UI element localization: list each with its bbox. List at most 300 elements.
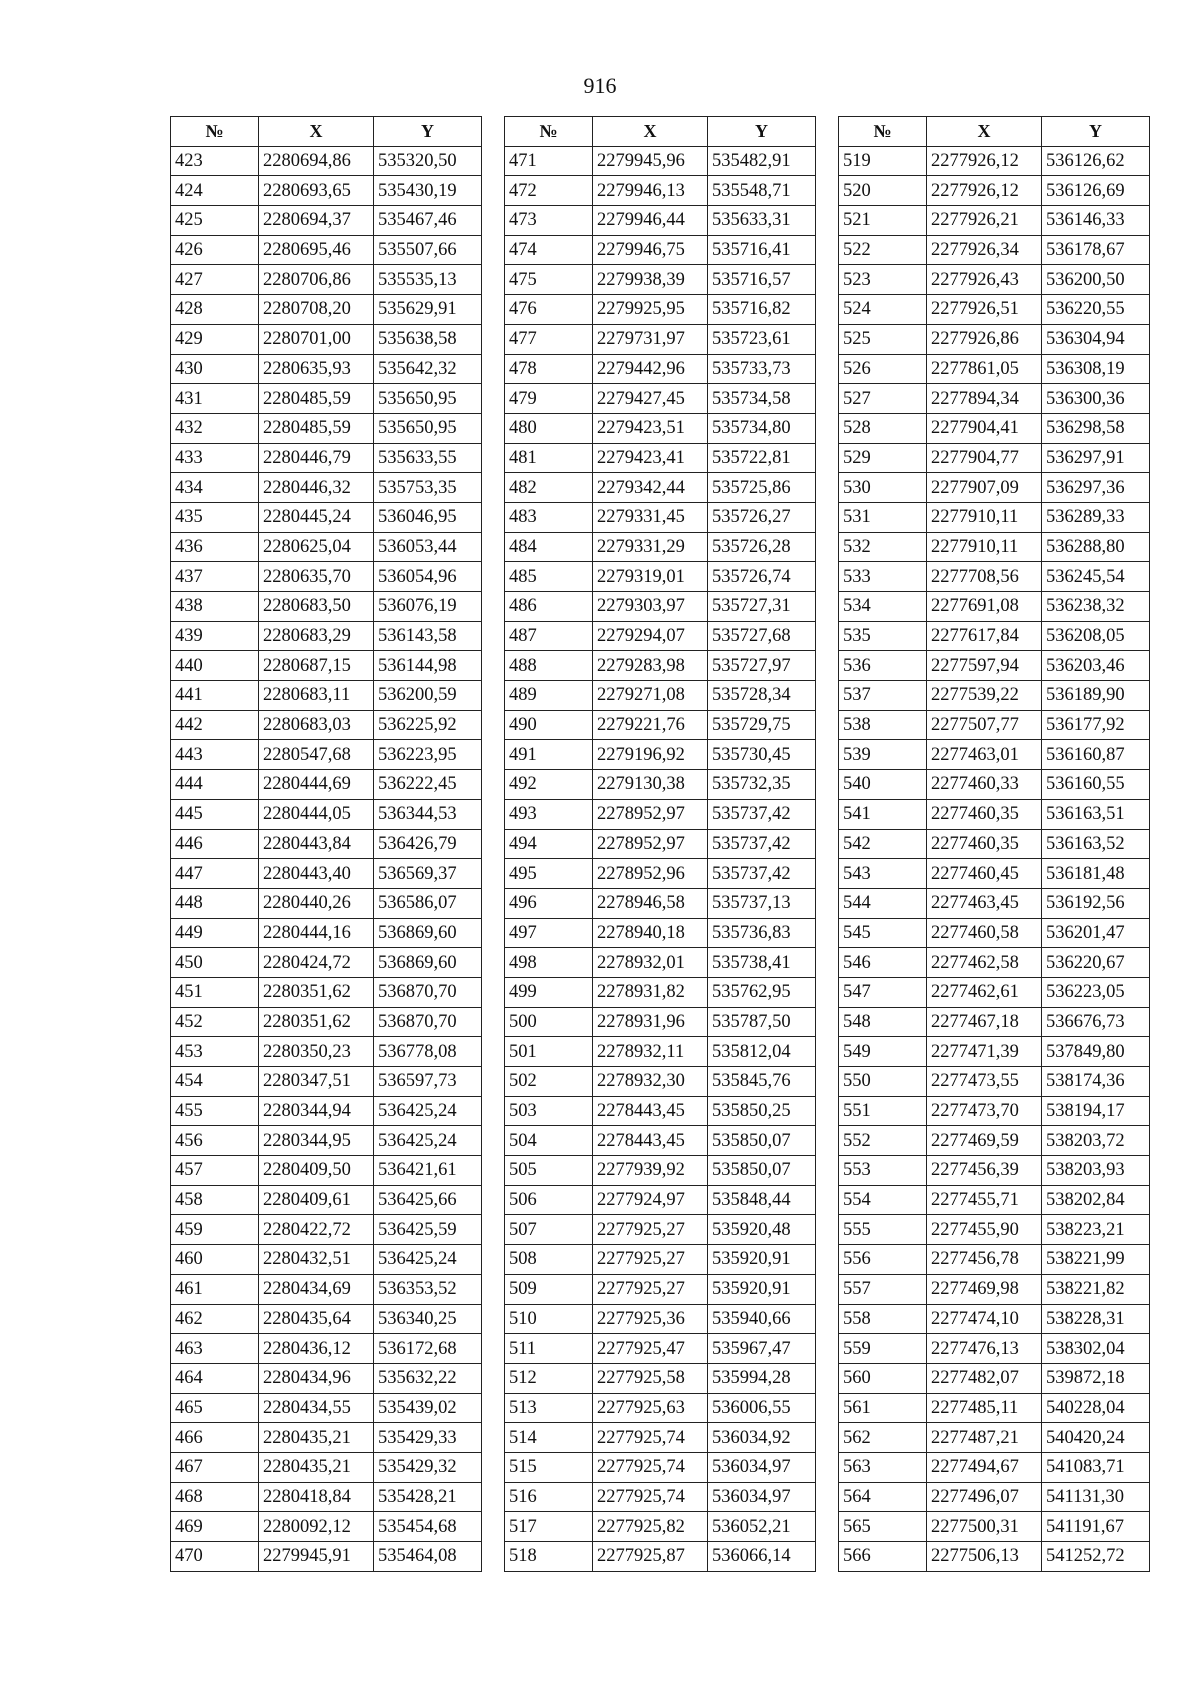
cell-y: 536172,68 — [374, 1334, 482, 1364]
cell-x: 2277894,34 — [927, 384, 1042, 414]
cell-y: 535920,48 — [708, 1215, 816, 1245]
table-row — [839, 1452, 1150, 1482]
table-row — [505, 384, 816, 414]
cell-number: 532 — [839, 532, 927, 562]
table-row — [505, 829, 816, 859]
cell-number: 465 — [171, 1393, 259, 1423]
table-row — [505, 1334, 816, 1364]
cell-y: 536298,58 — [1042, 413, 1150, 443]
cell-y: 536344,53 — [374, 799, 482, 829]
cell-y: 541252,72 — [1042, 1542, 1150, 1572]
cell-y: 536053,44 — [374, 532, 482, 562]
cell-number: 561 — [839, 1393, 927, 1423]
cell-y: 535753,35 — [374, 473, 482, 503]
cell-y: 535738,41 — [708, 948, 816, 978]
cell-number: 467 — [171, 1452, 259, 1482]
cell-number: 503 — [505, 1096, 593, 1126]
cell-y: 536034,97 — [708, 1482, 816, 1512]
cell-number: 557 — [839, 1274, 927, 1304]
cell-y: 536006,55 — [708, 1393, 816, 1423]
cell-number: 510 — [505, 1304, 593, 1334]
table-row — [505, 562, 816, 592]
cell-number: 560 — [839, 1363, 927, 1393]
table-row — [839, 146, 1150, 176]
cell-number: 516 — [505, 1482, 593, 1512]
cell-x: 2279945,91 — [259, 1542, 374, 1572]
cell-y: 535730,45 — [708, 740, 816, 770]
cell-number: 530 — [839, 473, 927, 503]
table-row — [505, 918, 816, 948]
cell-y: 538202,84 — [1042, 1185, 1150, 1215]
cell-y: 536046,95 — [374, 502, 482, 532]
table-row — [505, 1245, 816, 1275]
cell-number: 470 — [171, 1542, 259, 1572]
cell-number: 565 — [839, 1512, 927, 1542]
cell-y: 536178,67 — [1042, 235, 1150, 265]
header-y: Y — [374, 117, 482, 147]
cell-y: 535650,95 — [374, 384, 482, 414]
cell-y: 538203,72 — [1042, 1126, 1150, 1156]
cell-number: 485 — [505, 562, 593, 592]
table-header-row — [171, 117, 482, 147]
cell-x: 2277861,05 — [927, 354, 1042, 384]
cell-y: 536163,52 — [1042, 829, 1150, 859]
cell-x: 2279303,97 — [593, 592, 708, 622]
cell-y: 535428,21 — [374, 1482, 482, 1512]
cell-number: 457 — [171, 1156, 259, 1186]
table-row — [505, 1274, 816, 1304]
table-row — [505, 740, 816, 770]
cell-number: 535 — [839, 621, 927, 651]
table-row — [505, 592, 816, 622]
cell-x: 2279196,92 — [593, 740, 708, 770]
cell-x: 2277482,07 — [927, 1363, 1042, 1393]
table-row — [839, 295, 1150, 325]
cell-x: 2277925,36 — [593, 1304, 708, 1334]
cell-x: 2277939,92 — [593, 1156, 708, 1186]
table-row — [839, 1245, 1150, 1275]
cell-x: 2277476,13 — [927, 1334, 1042, 1364]
cell-x: 2277455,90 — [927, 1215, 1042, 1245]
cell-y: 541131,30 — [1042, 1482, 1150, 1512]
cell-number: 547 — [839, 977, 927, 1007]
cell-y: 536034,92 — [708, 1423, 816, 1453]
table-row — [839, 354, 1150, 384]
cell-number: 436 — [171, 532, 259, 562]
cell-x: 2277926,21 — [927, 206, 1042, 236]
cell-number: 540 — [839, 770, 927, 800]
cell-number: 463 — [171, 1334, 259, 1364]
table-row — [839, 502, 1150, 532]
cell-y: 535920,91 — [708, 1274, 816, 1304]
table-row — [171, 295, 482, 325]
cell-y: 535650,95 — [374, 413, 482, 443]
cell-number: 526 — [839, 354, 927, 384]
cell-number: 498 — [505, 948, 593, 978]
cell-y: 536160,55 — [1042, 770, 1150, 800]
cell-x: 2280635,93 — [259, 354, 374, 384]
cell-y: 535734,58 — [708, 384, 816, 414]
cell-y: 535726,74 — [708, 562, 816, 592]
cell-number: 554 — [839, 1185, 927, 1215]
cell-y: 535716,82 — [708, 295, 816, 325]
table-row — [505, 888, 816, 918]
cell-x: 2280683,11 — [259, 681, 374, 711]
cell-number: 555 — [839, 1215, 927, 1245]
cell-y: 535632,22 — [374, 1363, 482, 1393]
cell-x: 2280422,72 — [259, 1215, 374, 1245]
table-row — [839, 1512, 1150, 1542]
cell-y: 536353,52 — [374, 1274, 482, 1304]
cell-number: 490 — [505, 710, 593, 740]
cell-x: 2277485,11 — [927, 1393, 1042, 1423]
cell-number: 444 — [171, 770, 259, 800]
cell-y: 540228,04 — [1042, 1393, 1150, 1423]
table-row — [505, 799, 816, 829]
cell-y: 535920,91 — [708, 1245, 816, 1275]
cell-number: 517 — [505, 1512, 593, 1542]
cell-number: 539 — [839, 740, 927, 770]
cell-x: 2277456,39 — [927, 1156, 1042, 1186]
table-row — [505, 532, 816, 562]
cell-number: 508 — [505, 1245, 593, 1275]
coordinates-table-2 — [504, 116, 816, 1572]
cell-number: 515 — [505, 1452, 593, 1482]
cell-y: 536597,73 — [374, 1067, 482, 1097]
cell-x: 2277460,58 — [927, 918, 1042, 948]
cell-x: 2277617,84 — [927, 621, 1042, 651]
table-row — [171, 473, 482, 503]
cell-number: 425 — [171, 206, 259, 236]
cell-x: 2278932,30 — [593, 1067, 708, 1097]
cell-x: 2278931,96 — [593, 1007, 708, 1037]
table-row — [171, 146, 482, 176]
cell-y: 535722,81 — [708, 443, 816, 473]
cell-y: 535725,86 — [708, 473, 816, 503]
cell-number: 541 — [839, 799, 927, 829]
cell-y: 536222,45 — [374, 770, 482, 800]
cell-number: 504 — [505, 1126, 593, 1156]
cell-x: 2277462,58 — [927, 948, 1042, 978]
cell-x: 2279946,13 — [593, 176, 708, 206]
cell-y: 539872,18 — [1042, 1363, 1150, 1393]
cell-y: 536220,55 — [1042, 295, 1150, 325]
coordinates-table-1 — [170, 116, 482, 1572]
cell-x: 2279283,98 — [593, 651, 708, 681]
cell-y: 536034,97 — [708, 1452, 816, 1482]
table-row — [171, 888, 482, 918]
cell-y: 536425,24 — [374, 1096, 482, 1126]
table-row — [505, 1542, 816, 1572]
table-row — [171, 562, 482, 592]
table-row — [839, 1304, 1150, 1334]
cell-x: 2277507,77 — [927, 710, 1042, 740]
table-row — [505, 1096, 816, 1126]
table-row — [171, 681, 482, 711]
table-row — [505, 859, 816, 889]
cell-x: 2277925,82 — [593, 1512, 708, 1542]
cell-number: 442 — [171, 710, 259, 740]
table-row — [171, 1363, 482, 1393]
cell-number: 496 — [505, 888, 593, 918]
cell-x: 2277467,18 — [927, 1007, 1042, 1037]
cell-x: 2277462,61 — [927, 977, 1042, 1007]
table-row — [171, 176, 482, 206]
cell-y: 535439,02 — [374, 1393, 482, 1423]
table-row — [839, 681, 1150, 711]
cell-number: 556 — [839, 1245, 927, 1275]
cell-number: 455 — [171, 1096, 259, 1126]
table-row — [171, 235, 482, 265]
cell-x: 2277926,86 — [927, 324, 1042, 354]
table-row — [839, 1482, 1150, 1512]
cell-y: 536340,25 — [374, 1304, 482, 1334]
cell-number: 459 — [171, 1215, 259, 1245]
table-row — [839, 1185, 1150, 1215]
cell-number: 430 — [171, 354, 259, 384]
table-row — [171, 799, 482, 829]
cell-number: 461 — [171, 1274, 259, 1304]
cell-x: 2280694,86 — [259, 146, 374, 176]
cell-number: 423 — [171, 146, 259, 176]
cell-number: 462 — [171, 1304, 259, 1334]
cell-number: 544 — [839, 888, 927, 918]
table-row — [839, 859, 1150, 889]
table-row — [839, 176, 1150, 206]
cell-y: 536778,08 — [374, 1037, 482, 1067]
table-row — [505, 265, 816, 295]
cell-number: 476 — [505, 295, 593, 325]
cell-y: 536220,67 — [1042, 948, 1150, 978]
cell-number: 480 — [505, 413, 593, 443]
cell-y: 535940,66 — [708, 1304, 816, 1334]
cell-x: 2279331,45 — [593, 502, 708, 532]
cell-y: 537849,80 — [1042, 1037, 1150, 1067]
cell-number: 566 — [839, 1542, 927, 1572]
table-row — [171, 1542, 482, 1572]
cell-x: 2277474,10 — [927, 1304, 1042, 1334]
cell-number: 493 — [505, 799, 593, 829]
cell-x: 2277926,12 — [927, 146, 1042, 176]
table-row — [505, 977, 816, 1007]
cell-number: 527 — [839, 384, 927, 414]
table-row — [505, 502, 816, 532]
cell-number: 512 — [505, 1363, 593, 1393]
table-row — [505, 295, 816, 325]
cell-number: 487 — [505, 621, 593, 651]
cell-number: 520 — [839, 176, 927, 206]
cell-y: 535787,50 — [708, 1007, 816, 1037]
cell-x: 2280446,32 — [259, 473, 374, 503]
cell-number: 563 — [839, 1452, 927, 1482]
cell-number: 488 — [505, 651, 593, 681]
table-row — [505, 1007, 816, 1037]
cell-y: 536870,70 — [374, 977, 482, 1007]
cell-number: 558 — [839, 1304, 927, 1334]
table-row — [505, 1185, 816, 1215]
table-row — [505, 1393, 816, 1423]
table-row — [839, 888, 1150, 918]
cell-number: 506 — [505, 1185, 593, 1215]
table-row — [171, 1393, 482, 1423]
cell-x: 2278443,45 — [593, 1126, 708, 1156]
table-row — [171, 354, 482, 384]
cell-number: 481 — [505, 443, 593, 473]
table-row — [171, 1185, 482, 1215]
cell-x: 2277469,59 — [927, 1126, 1042, 1156]
cell-x: 2277925,27 — [593, 1215, 708, 1245]
cell-y: 536143,58 — [374, 621, 482, 651]
cell-y: 538221,99 — [1042, 1245, 1150, 1275]
cell-y: 535633,55 — [374, 443, 482, 473]
table-row — [171, 1156, 482, 1186]
cell-number: 479 — [505, 384, 593, 414]
cell-y: 536869,60 — [374, 918, 482, 948]
cell-y: 535727,31 — [708, 592, 816, 622]
table-row — [171, 918, 482, 948]
cell-x: 2277471,39 — [927, 1037, 1042, 1067]
cell-number: 483 — [505, 502, 593, 532]
cell-number: 456 — [171, 1126, 259, 1156]
cell-y: 541191,67 — [1042, 1512, 1150, 1542]
cell-y: 540420,24 — [1042, 1423, 1150, 1453]
table-row — [171, 859, 482, 889]
cell-y: 535728,34 — [708, 681, 816, 711]
cell-x: 2277925,47 — [593, 1334, 708, 1364]
cell-number: 426 — [171, 235, 259, 265]
cell-x: 2277907,09 — [927, 473, 1042, 503]
table-row — [505, 1215, 816, 1245]
cell-x: 2280435,21 — [259, 1452, 374, 1482]
cell-x: 2279342,44 — [593, 473, 708, 503]
cell-number: 562 — [839, 1423, 927, 1453]
cell-number: 513 — [505, 1393, 593, 1423]
table-row — [171, 1215, 482, 1245]
cell-x: 2277460,33 — [927, 770, 1042, 800]
cell-x: 2277925,63 — [593, 1393, 708, 1423]
table-row — [505, 1482, 816, 1512]
table-row — [505, 443, 816, 473]
cell-number: 528 — [839, 413, 927, 443]
table-row — [171, 1304, 482, 1334]
cell-y: 535642,32 — [374, 354, 482, 384]
cell-y: 536146,33 — [1042, 206, 1150, 236]
cell-y: 535548,71 — [708, 176, 816, 206]
cell-number: 543 — [839, 859, 927, 889]
cell-x: 2279946,44 — [593, 206, 708, 236]
cell-x: 2277487,21 — [927, 1423, 1042, 1453]
cell-number: 434 — [171, 473, 259, 503]
table-row — [171, 710, 482, 740]
cell-number: 507 — [505, 1215, 593, 1245]
cell-number: 545 — [839, 918, 927, 948]
cell-number: 552 — [839, 1126, 927, 1156]
cell-y: 536200,59 — [374, 681, 482, 711]
cell-number: 482 — [505, 473, 593, 503]
cell-y: 536200,50 — [1042, 265, 1150, 295]
cell-number: 491 — [505, 740, 593, 770]
cell-y: 538221,82 — [1042, 1274, 1150, 1304]
table-row — [171, 770, 482, 800]
cell-number: 486 — [505, 592, 593, 622]
cell-number: 431 — [171, 384, 259, 414]
cell-number: 548 — [839, 1007, 927, 1037]
cell-number: 448 — [171, 888, 259, 918]
cell-y: 535320,50 — [374, 146, 482, 176]
cell-y: 535729,75 — [708, 710, 816, 740]
cell-y: 535723,61 — [708, 324, 816, 354]
cell-y: 541083,71 — [1042, 1452, 1150, 1482]
cell-number: 505 — [505, 1156, 593, 1186]
cell-y: 535733,73 — [708, 354, 816, 384]
cell-x: 2277924,97 — [593, 1185, 708, 1215]
table-row — [171, 443, 482, 473]
cell-x: 2280351,62 — [259, 1007, 374, 1037]
cell-x: 2278931,82 — [593, 977, 708, 1007]
table-row — [171, 265, 482, 295]
cell-y: 536052,21 — [708, 1512, 816, 1542]
cell-y: 535507,66 — [374, 235, 482, 265]
cell-y: 536054,96 — [374, 562, 482, 592]
table-row — [505, 1452, 816, 1482]
cell-y: 535850,07 — [708, 1126, 816, 1156]
cell-y: 538223,21 — [1042, 1215, 1150, 1245]
table-row — [171, 948, 482, 978]
cell-y: 535762,95 — [708, 977, 816, 1007]
cell-x: 2278932,01 — [593, 948, 708, 978]
cell-x: 2280701,00 — [259, 324, 374, 354]
table-row — [505, 1423, 816, 1453]
cell-number: 460 — [171, 1245, 259, 1275]
cell-x: 2280347,51 — [259, 1067, 374, 1097]
cell-x: 2280440,26 — [259, 888, 374, 918]
cell-x: 2280443,84 — [259, 829, 374, 859]
table-row — [839, 1156, 1150, 1186]
cell-number: 446 — [171, 829, 259, 859]
cell-number: 474 — [505, 235, 593, 265]
table-row — [839, 1334, 1150, 1364]
cell-number: 519 — [839, 146, 927, 176]
table-row — [171, 977, 482, 1007]
cell-x: 2277925,58 — [593, 1363, 708, 1393]
cell-number: 537 — [839, 681, 927, 711]
table-row — [171, 384, 482, 414]
table-row — [839, 1542, 1150, 1572]
cell-y: 536870,70 — [374, 1007, 482, 1037]
table-row — [505, 1067, 816, 1097]
table-row — [505, 710, 816, 740]
cell-x: 2277460,35 — [927, 799, 1042, 829]
cell-number: 549 — [839, 1037, 927, 1067]
cell-number: 502 — [505, 1067, 593, 1097]
cell-number: 500 — [505, 1007, 593, 1037]
cell-y: 536425,59 — [374, 1215, 482, 1245]
cell-y: 536425,24 — [374, 1126, 482, 1156]
cell-y: 535454,68 — [374, 1512, 482, 1542]
cell-x: 2277925,74 — [593, 1482, 708, 1512]
cell-number: 551 — [839, 1096, 927, 1126]
cell-number: 450 — [171, 948, 259, 978]
cell-number: 441 — [171, 681, 259, 711]
cell-y: 536163,51 — [1042, 799, 1150, 829]
cell-x: 2277494,67 — [927, 1452, 1042, 1482]
table-row — [839, 1007, 1150, 1037]
cell-y: 536425,24 — [374, 1245, 482, 1275]
table-row — [171, 621, 482, 651]
cell-y: 535726,27 — [708, 502, 816, 532]
cell-y: 535727,68 — [708, 621, 816, 651]
table-row — [505, 770, 816, 800]
